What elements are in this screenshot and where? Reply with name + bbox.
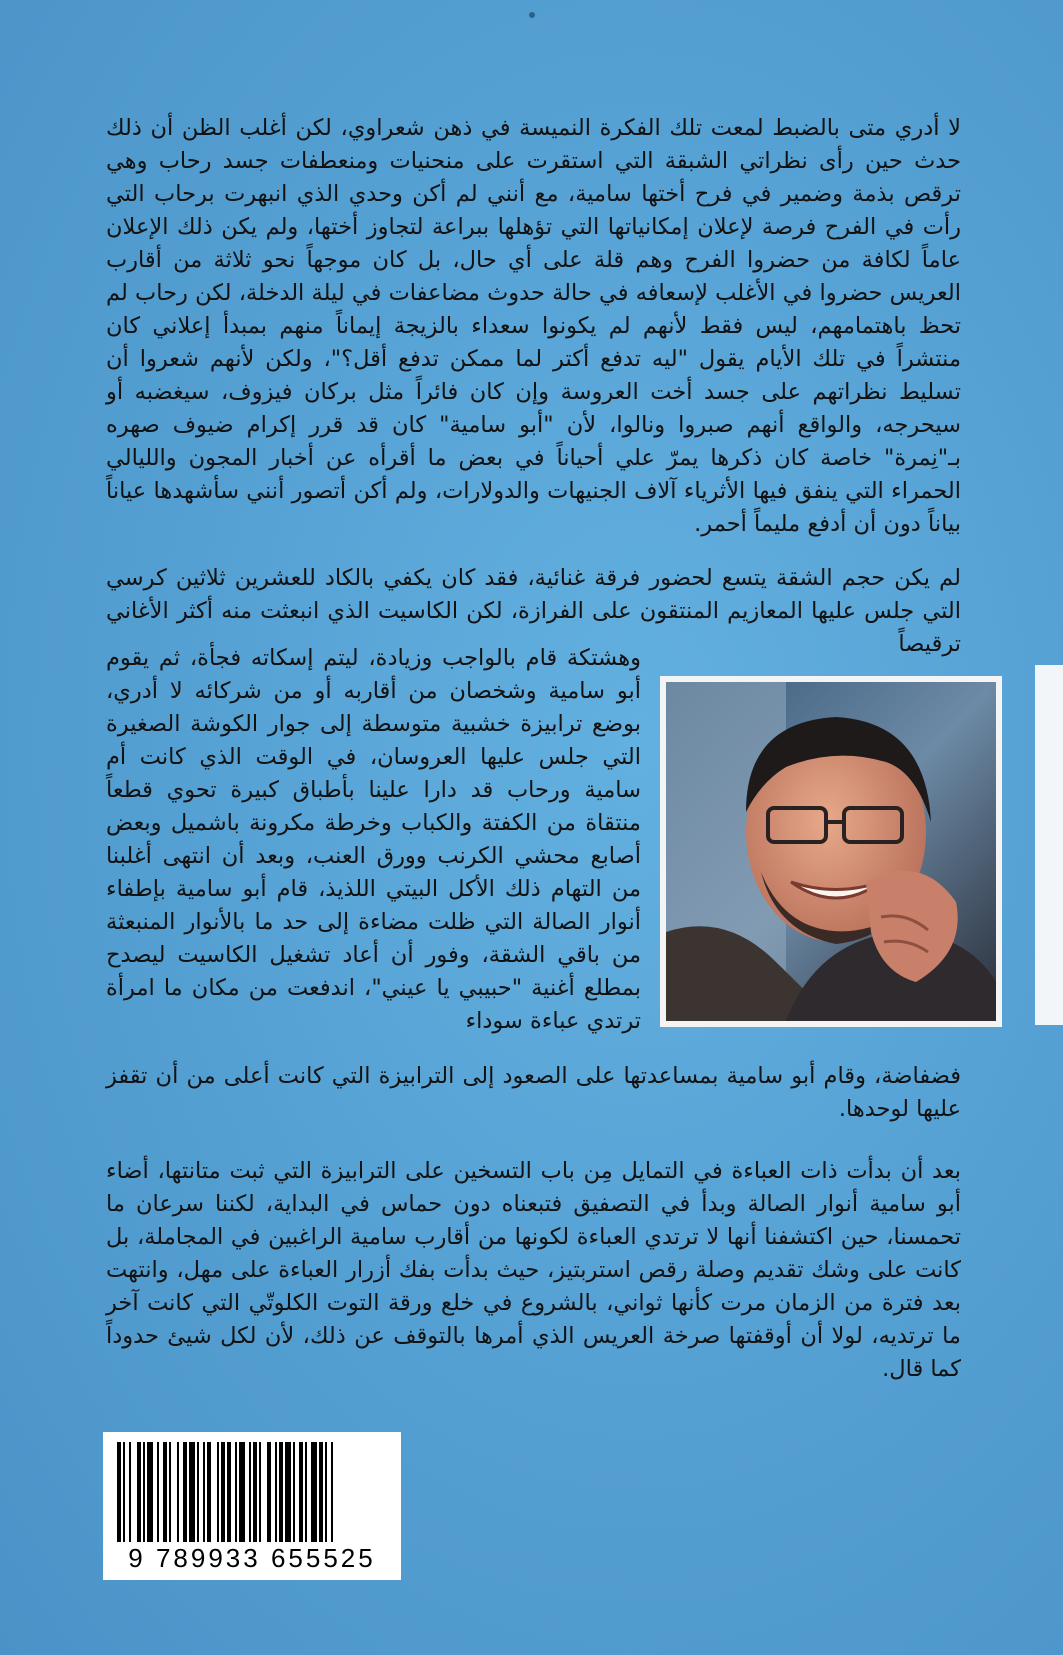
barcode-bar [117, 1442, 121, 1542]
paragraph-1 [106, 112, 961, 541]
barcode-bar [129, 1442, 131, 1542]
barcode-bar [285, 1442, 291, 1542]
cover-dot [529, 12, 535, 18]
barcode-bar [217, 1442, 219, 1542]
paragraph-4 [106, 1155, 961, 1386]
barcode-bar [163, 1442, 167, 1542]
barcode-bar [177, 1442, 179, 1542]
barcode-bar [299, 1442, 303, 1542]
barcode-bar [275, 1442, 277, 1542]
barcode-bar [227, 1442, 231, 1542]
barcode-bar [319, 1442, 323, 1542]
barcode-bar [293, 1442, 295, 1542]
barcode-bars-icon [113, 1442, 391, 1546]
isbn-number: 9 789933 655525 [128, 1543, 376, 1573]
barcode-bar [325, 1442, 327, 1542]
barcode-bar [143, 1442, 145, 1542]
paragraph-4-text: بعد أن بدأت ذات العباءة في التمايل مِن باب التسخين على الترابيزة التي ثبت متانتها، أضاء أبو سامية أنوار الصالة وبدأ في التصفيق فتبعناه دون حماس في البداية، لكننا سرعان ما تحمسنا، حين اكتشفنا أنها لا ترتدي العباءة لكونها من أقارب سامية الراغبين في المجاملة، بل كانت على وشك تقديم وصلة رقص استربتيز، حيث بدأت بفك أزرار العباءة على مهل، وانتهت بعد فترة من الزمان مرت كأنها ثواني، بالشروع في خلع ورقة التوت الكلوتّي التي كانت آخر ما ترتديه، لولا أن أوقفتها صرخة العريس الذي أمرها بالتوقف عن ذلك، لأن لكل شيئ حدوداً كما قال. [106, 1158, 961, 1382]
barcode-bar [169, 1442, 171, 1542]
isbn-barcode [103, 1432, 401, 1580]
author-photo [660, 676, 1002, 1027]
barcode-bar [331, 1442, 333, 1542]
barcode-bar [221, 1442, 225, 1542]
barcode-bar [183, 1442, 187, 1542]
barcode-bar [157, 1442, 159, 1542]
barcode-bar [311, 1442, 317, 1542]
barcode-bar [203, 1442, 205, 1542]
barcode-bar [305, 1442, 307, 1542]
barcode-bar [235, 1442, 237, 1542]
white-edge-strip [1035, 665, 1063, 1025]
barcode-bar [267, 1442, 271, 1542]
barcode-bar [259, 1442, 261, 1542]
paragraph-2-wrapped-text: وهشتكة قام بالواجب وزيادة، ليتم إسكاته فجأة، ثم يقوم أبو سامية وشخصان من أقاربه أو من شركائه لا أدري، بوضع ترابيزة خشبية متوسطة إلى جوار الكوشة الصغيرة التي جلس عليها العروسان، في الوقت الذي كانت أم سامية ورحاب قد دارا علينا بأطباق كبيرة تحوي قطعاً منتقاة من الكفتة والكباب وخرطة مكرونة باشميل وبعض أصابع محشي الكرنب وورق العنب، وبعد أن انتهى أغلبنا من التهام ذلك الأكل البيتي اللذيذ، قام أبو سامية بإطفاء أنوار الصالة التي ظلت مضاءة إلى حد ما بالأنوار المنبعثة من باقي الشقة، وفور أن أعاد تشغيل الكاسيت ليصدح بمطلع أغنية "حبيبي يا عيني"، اندفعت من مكان ما امرأة ترتدي عباءة سوداء [106, 645, 641, 1034]
paragraph-3 [106, 1060, 961, 1126]
paragraph-2-wrapped [106, 642, 641, 1038]
barcode-bar [249, 1442, 251, 1542]
barcode-bar [197, 1442, 199, 1542]
barcode-bar [147, 1442, 153, 1542]
barcode-bar [279, 1442, 283, 1542]
barcode-bar [137, 1442, 141, 1542]
paragraph-1-text: لا أدري متى بالضبط لمعت تلك الفكرة النميسة في ذهن شعراوي، لكن أغلب الظن أن ذلك حدث حين رأى نظراتي الشبقة التي استقرت على منحنيات ومنعطفات جسد رحاب وهي ترقص بذمة وضمير في فرح أختها سامية، مع أنني لم أكن وحدي الذي انبهرت برحاب التي رأت في الفرح فرصة لإعلان إمكانياتها التي تؤهلها ببراعة لتجاوز أختها، ولم يكن ذلك الإعلان عاماً لكافة من حضروا الفرح وهم قلة على أي حال، بل كان موجهاً نحو ثلاثة من أقارب العريس حضروا في الأغلب لإسعافه في حالة حدوث مضاعفات في ليلة الدخلة، لكن رحاب لم تحظ باهتمامهم، ليس فقط لأنهم لم يكونوا سعداء بالزيجة إيماناً منهم بمبدأ إعلاني كان منتشراً في تلك الأيام يقول "ليه تدفع أكتر لما ممكن تدفع أقل؟"، ولكن لأنهم شعروا أن تسليط نظراتهم على جسد أخت العروسة وإن كان فائراً مثل بركان فيزوف، سيغضبه أو سيحرجه، والواقع أنهم صبروا ونالوا، لأن "أبو سامية" كان قد قرر إكرام ضيوف صهره بـ"نِمرة" خاصة كان ذكرها يمرّ علي أحياناً في بعض ما أقرأه عن أخبار المجون والليالي الحمراء التي ينفق فيها الأثرياء آلاف الجنيهات والدولارات، ولم أكن أتصور أنني سأشهدها عياناً بياناً دون أن أدفع مليماً أحمر. [106, 115, 961, 537]
barcode-bar [123, 1442, 125, 1542]
barcode-bar [253, 1442, 257, 1542]
author-portrait-icon [666, 682, 996, 1021]
barcode-bar [189, 1442, 195, 1542]
barcode-bar [207, 1442, 211, 1542]
barcode-bar [239, 1442, 245, 1542]
paragraph-3-text: فضفاضة، وقام أبو سامية بمساعدتها على الصعود إلى الترابيزة التي كانت أعلى من أن تقفز عليها لوحدها. [106, 1063, 961, 1122]
paragraph-2-top-text: لم يكن حجم الشقة يتسع لحضور فرقة غنائية، فقد كان يكفي بالكاد للعشرين ثلاثين كرسي التي جلس عليها المعازيم المنتقون على الفرازة، لكن الكاسيت الذي انبعثت منه أكثر الأغاني ترقيصاً [106, 565, 961, 657]
